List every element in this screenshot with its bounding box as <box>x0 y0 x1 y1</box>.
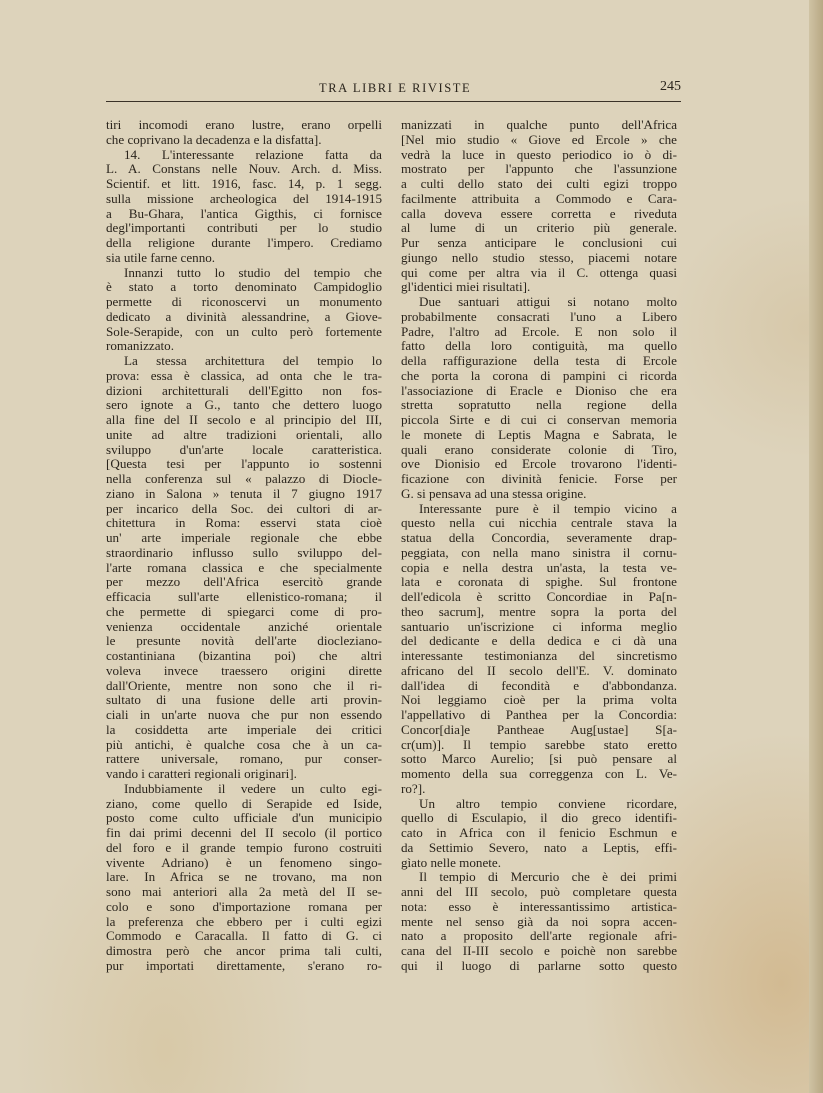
text-line: voleva invece traessero origini dirette <box>106 663 382 678</box>
text-line: manizzati in qualche punto dell'Africa <box>401 118 677 132</box>
text-line: che porta la corona di pampini ci ricorda <box>401 368 677 383</box>
text-line: sulla missione archeologica del 1914-1915 <box>106 191 382 206</box>
text-line: sotto Marco Aurelio; [si può pensare al <box>401 752 677 767</box>
text-line: unite ad altre tradizioni orientali, allo <box>106 427 382 442</box>
text-line: sultato di una fusione delle arti provin- <box>106 693 382 708</box>
text-line: dell'edicola è scritto Concordiae in Pa[n- <box>401 590 677 604</box>
text-line: anni del III secolo, può completare questa <box>401 885 677 899</box>
text-line: sono mai anteriori alla 2a metà del II se- <box>106 885 382 899</box>
text-line: chitettura in Roma: esservi stata cioè <box>106 516 382 531</box>
running-title: TRA LIBRI E RIVISTE <box>319 81 472 95</box>
text-line: romanizzato. <box>106 339 174 354</box>
text-line: le presunte novità dell'arte diocleziano- <box>106 634 382 649</box>
text-line: fatto della loro contiguità, ma quello <box>401 339 677 354</box>
text-line: peggiata, con nella mano sinistra il cornu- <box>401 545 677 560</box>
text-line: momento della sua correggenza con L. Ve- <box>401 767 677 781</box>
text-line: Un altro tempio conviene ricordare, <box>419 796 677 811</box>
text-line: la preferenza che ebbero per i culti egizi <box>106 914 382 929</box>
text-line: prova: essa è classica, ad onta che le tra- <box>106 368 382 383</box>
text-line: giungo nello studio stesso, piacemi notare <box>401 250 677 265</box>
text-line: straordinario influsso sullo sviluppo del- <box>106 545 382 560</box>
text-line: gìato nelle monete. <box>401 855 501 870</box>
text-line: l'appellativo di Panthea per la Concordia: <box>401 708 677 722</box>
text-line: [Questa tesi per l'appunto io sostenni <box>106 457 382 472</box>
text-line: più antichi, è qualche cosa che à un ca- <box>106 737 382 752</box>
text-line: posto come culto ufficiale d'un municipio <box>106 811 382 826</box>
text-line: qui il luogo di parlarne sotto questo <box>401 958 677 973</box>
text-line: l'arte romana classica e che specialmente <box>106 560 382 575</box>
text-line: lare. In Africa se ne trovano, ma non <box>106 870 382 885</box>
text-line: degl'importanti contributi per lo studio <box>106 221 382 236</box>
text-line: sviluppo d'un'arte locale caratteristica. <box>106 442 382 457</box>
text-line: Commodo e Caracalla. Il fatto di G. ci <box>106 929 382 944</box>
text-line: G. si pensava ad una stessa origine. <box>401 486 587 501</box>
text-line: colo e sono d'importazione romana per <box>106 899 382 914</box>
text-line: [Nel mio studio « Giove ed Ercole » che <box>401 132 677 147</box>
text-line: della raffigurazione della testa di Ercole <box>401 354 677 368</box>
text-line: Indubbiamente il vedere un culto egi- <box>124 781 382 796</box>
text-line: ro?]. <box>401 781 426 796</box>
text-line: tiri incomodi erano lustre, erano orpelli <box>106 118 382 132</box>
text-line: rattere universale, romano, pur conser- <box>106 752 382 767</box>
text-line: statua della Concordia, severamente drap- <box>401 531 677 545</box>
text-line: gl'identici miei risultati]. <box>401 280 531 295</box>
text-line: la cosiddetta arte imperiale dei critici <box>106 722 382 737</box>
text-line: fin dai primi decenni del II secolo (il portico <box>106 826 382 840</box>
text-line: dimostra però che ancor prima tali culti, <box>106 944 382 958</box>
text-line: è stato a torto denominato Campidoglio <box>106 280 382 295</box>
text-line: cr(um)]. Il tempio sarebbe stato eretto <box>401 737 677 752</box>
page-number: 245 <box>660 79 681 94</box>
text-line: cato in Africa con il fenicio Eschmun e <box>401 826 677 840</box>
text-line: theo sacrum], mentre sopra la porta del <box>401 604 677 619</box>
text-line: Concor[dia]e Pantheae Aug[ustae] S[a- <box>401 722 677 737</box>
text-line: nato a proposito dell'arte regionale afri- <box>401 929 677 944</box>
text-line: che permette di spiegarci come di pro- <box>106 604 382 619</box>
text-line: del foro e il grande tempio furono costruiti <box>106 840 382 855</box>
text-line: facilmente attribuita a Commodo e Cara- <box>401 191 677 206</box>
text-line: probabilmente consacrati l'uno a Libero <box>401 309 677 324</box>
text-line: ove Dionisio ed Ercole trovarono l'identi- <box>401 457 677 472</box>
text-line: efficacia sull'arte ellenistico-romana; il <box>106 590 382 604</box>
text-line: ziano, come quello di Serapide ed Iside, <box>106 796 382 811</box>
text-line: le monete di Leptis Magna e Sabrata, le <box>401 427 677 442</box>
text-line: ciali in un'arte nuova che pur non essendo <box>106 708 382 722</box>
text-line: nota: esso è interessantissimo artistica- <box>401 899 677 914</box>
text-line: pur importati direttamente, s'erano ro- <box>106 958 382 973</box>
text-line: questo nella cui nicchia centrale stava la <box>401 516 677 531</box>
text-line: permette di riconoscervi un monumento <box>106 295 382 309</box>
text-line: Padre, l'altro ad Ercole. E non solo il <box>401 324 677 339</box>
text-line: Innanzi tutto lo studio del tempio che <box>124 265 382 280</box>
page-edge <box>809 0 823 1093</box>
text-line: sia utile farne cenno. <box>106 250 216 265</box>
text-line: dedicato a divinità alessandrine, a Giove- <box>106 309 382 324</box>
text-line: calla doveva essere corretta e riveduta <box>401 206 677 221</box>
text-line: l'associazione di Eracle e Dioniso che era <box>401 383 677 398</box>
text-line: Interessante pure è il tempio vicino a <box>419 501 677 516</box>
text-line: ziano in Salona » tenuta il 7 giugno 1917 <box>106 486 382 501</box>
text-line: La stessa architettura del tempio lo <box>124 354 382 368</box>
text-line: vedrà la luce in questo periodico io ò di- <box>401 147 677 162</box>
text-line: interessante testimonianza del sincretismo <box>401 649 677 663</box>
text-line: a culti dello stato dei culti egizi troppo <box>401 177 677 191</box>
text-line: africano del II secolo dell'E. V. dominato <box>401 663 677 678</box>
text-line: qui come per altra via il C. ottenga quasi <box>401 265 677 280</box>
text-line: che coprivano la decadenza e la disfatta]. <box>106 132 322 147</box>
text-line: santuario un'iscrizione ci informa meglio <box>401 619 677 634</box>
text-line: della religione durante l'impero. Crediamo <box>106 236 382 250</box>
text-line: ficazione con divinità fenicie. Forse per <box>401 472 677 486</box>
text-line: quello di Esculapio, il dio greco identifi- <box>401 811 677 826</box>
left-column <box>106 118 382 974</box>
text-line: nella conferenza sul « palazzo di Diocle- <box>106 472 382 486</box>
text-line: Il tempio di Mercurio che è dei primi <box>419 870 677 885</box>
text-line: L. A. Constans nelle Nouv. Arch. d. Miss. <box>106 162 382 177</box>
text-line: mente nel senso già da noi sopra accen- <box>401 914 677 929</box>
text-line: quali erano considerate colonie di Tiro, <box>401 442 677 457</box>
text-line: cana del II-III secolo e poichè non sarebbe <box>401 944 677 958</box>
text-line: dall'Oriente, mentre non sono che il ri- <box>106 678 382 693</box>
text-line: 14. L'interessante relazione fatta da <box>124 147 382 162</box>
text-line: Noi leggiamo cioè per la prima volta <box>401 693 677 708</box>
text-line: Sole-Serapide, con un culto però fortemente <box>106 324 382 339</box>
text-line: costantiniana (bizantina poi) che altri <box>106 649 382 663</box>
text-line: alla fine del II secolo e al principio del III, <box>106 413 382 427</box>
text-line: vivente Adriano) è un fenomeno singo- <box>106 855 382 870</box>
text-line: stretta sopratutto nella regione della <box>401 398 677 413</box>
text-line: Pur senza anticipare le conclusioni cui <box>401 236 677 250</box>
header-rule <box>106 101 681 102</box>
text-line: Scientif. et litt. 1916, fasc. 14, p. 1 segg. <box>106 177 382 191</box>
text-line: lata e coronata di spighe. Sul frontone <box>401 575 677 590</box>
page-header <box>106 78 681 100</box>
text-line: venienza occidentale anziché orientale <box>106 619 382 634</box>
text-line: vando i caratteri regionali originari]. <box>106 767 297 781</box>
text-line: per mezzo dell'Africa esercitò grande <box>106 575 382 590</box>
text-line: piccola Sirte e di cui ci conservan memoria <box>401 413 677 427</box>
text-line: un' arte imperiale regionale che ebbe <box>106 531 382 545</box>
text-line: copia e nella destra un'asta, la testa ve- <box>401 560 677 575</box>
text-line: dizioni architetturali dell'Egitto non fos- <box>106 383 382 398</box>
text-line: Due santuari attigui si notano molto <box>419 295 677 309</box>
text-line: sero ignote a G., tanto che dettero luogo <box>106 398 382 413</box>
text-line: per incarico della Soc. dei cultori di ar- <box>106 501 382 516</box>
text-line: a Bu-Ghara, l'antica Gigthis, ci fornisce <box>106 206 382 221</box>
text-line: mostrato per l'appunto che l'assunzione <box>401 162 677 177</box>
right-column <box>401 118 677 974</box>
text-line: del dedicante e della dedica e ci dà una <box>401 634 677 649</box>
text-line: da Settimio Severo, nato a Leptis, effi- <box>401 840 677 855</box>
text-line: al lume di un criterio più generale. <box>401 221 677 236</box>
text-line: dall'idea di fecondità e d'abbondanza. <box>401 678 677 693</box>
